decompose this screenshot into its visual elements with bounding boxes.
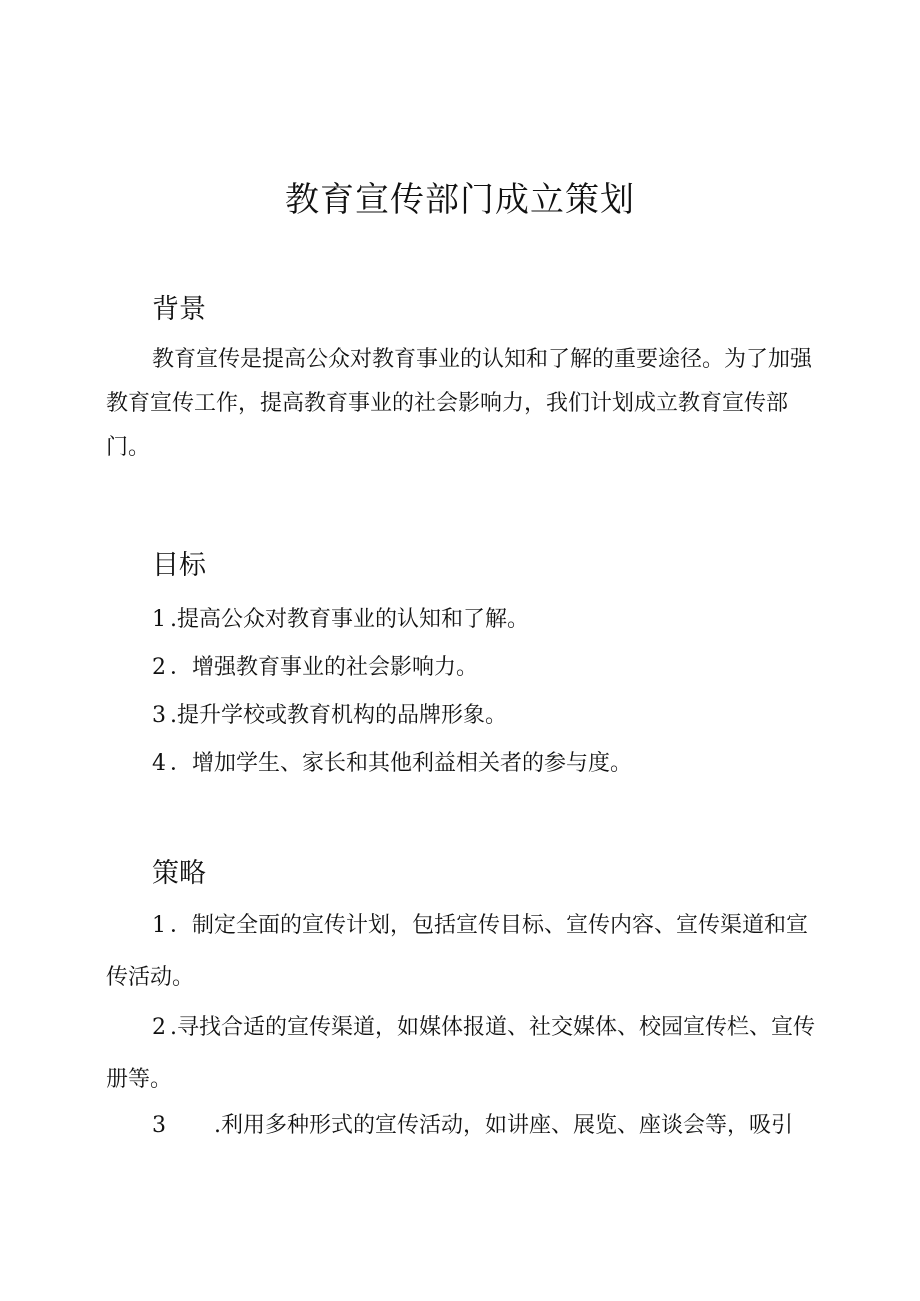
strategy-number: 1 [152,913,166,938]
strategy-text: ．制定全面的宣传计划，包括宣传目标、宣传内容、宣传渠道和宣传活动。 [106,913,809,990]
goal-text: ．增加学生、家长和其他利益相关者的参与度。 [170,751,633,776]
goal-text: .提升学校或教育机构的品牌形象。 [170,703,507,728]
strategy-item [106,1100,828,1152]
strategy-text: .寻找合适的宣传渠道，如媒体报道、社交媒体、校园宣传栏、宣传册等。 [106,1015,815,1092]
section-heading-strategy: 策略 [152,858,206,889]
strategy-item [106,900,828,1004]
goal-number: 3 [152,703,166,728]
goal-number: 2 [152,655,166,680]
goal-number: 4 [152,751,166,776]
section-heading-goals: 目标 [152,550,206,581]
goal-text: .提高公众对教育事业的认知和了解。 [170,607,529,632]
strategy-number: 2 [152,1015,166,1040]
goal-item [152,598,529,642]
strategy-text: .利用多种形式的宣传活动，如讲座、展览、座谈会等，吸引 [214,1113,793,1138]
strategy-item [106,1002,828,1106]
goal-item [152,694,507,738]
goal-item [152,742,632,786]
goal-text: ．增强教育事业的社会影响力。 [170,655,479,680]
document-title: 教育宣传部门成立策划 [285,180,635,220]
section-heading-background: 背景 [152,294,206,325]
background-paragraph: 教育宣传是提高公众对教育事业的认知和了解的重要途径。为了加强教育宣传工作，提高教育事业的社会影响力，我们计划成立教育宣传部门。 [106,347,813,460]
strategy-number: 3 [152,1113,166,1138]
goal-item [152,646,478,690]
goal-number: 1 [152,607,166,632]
